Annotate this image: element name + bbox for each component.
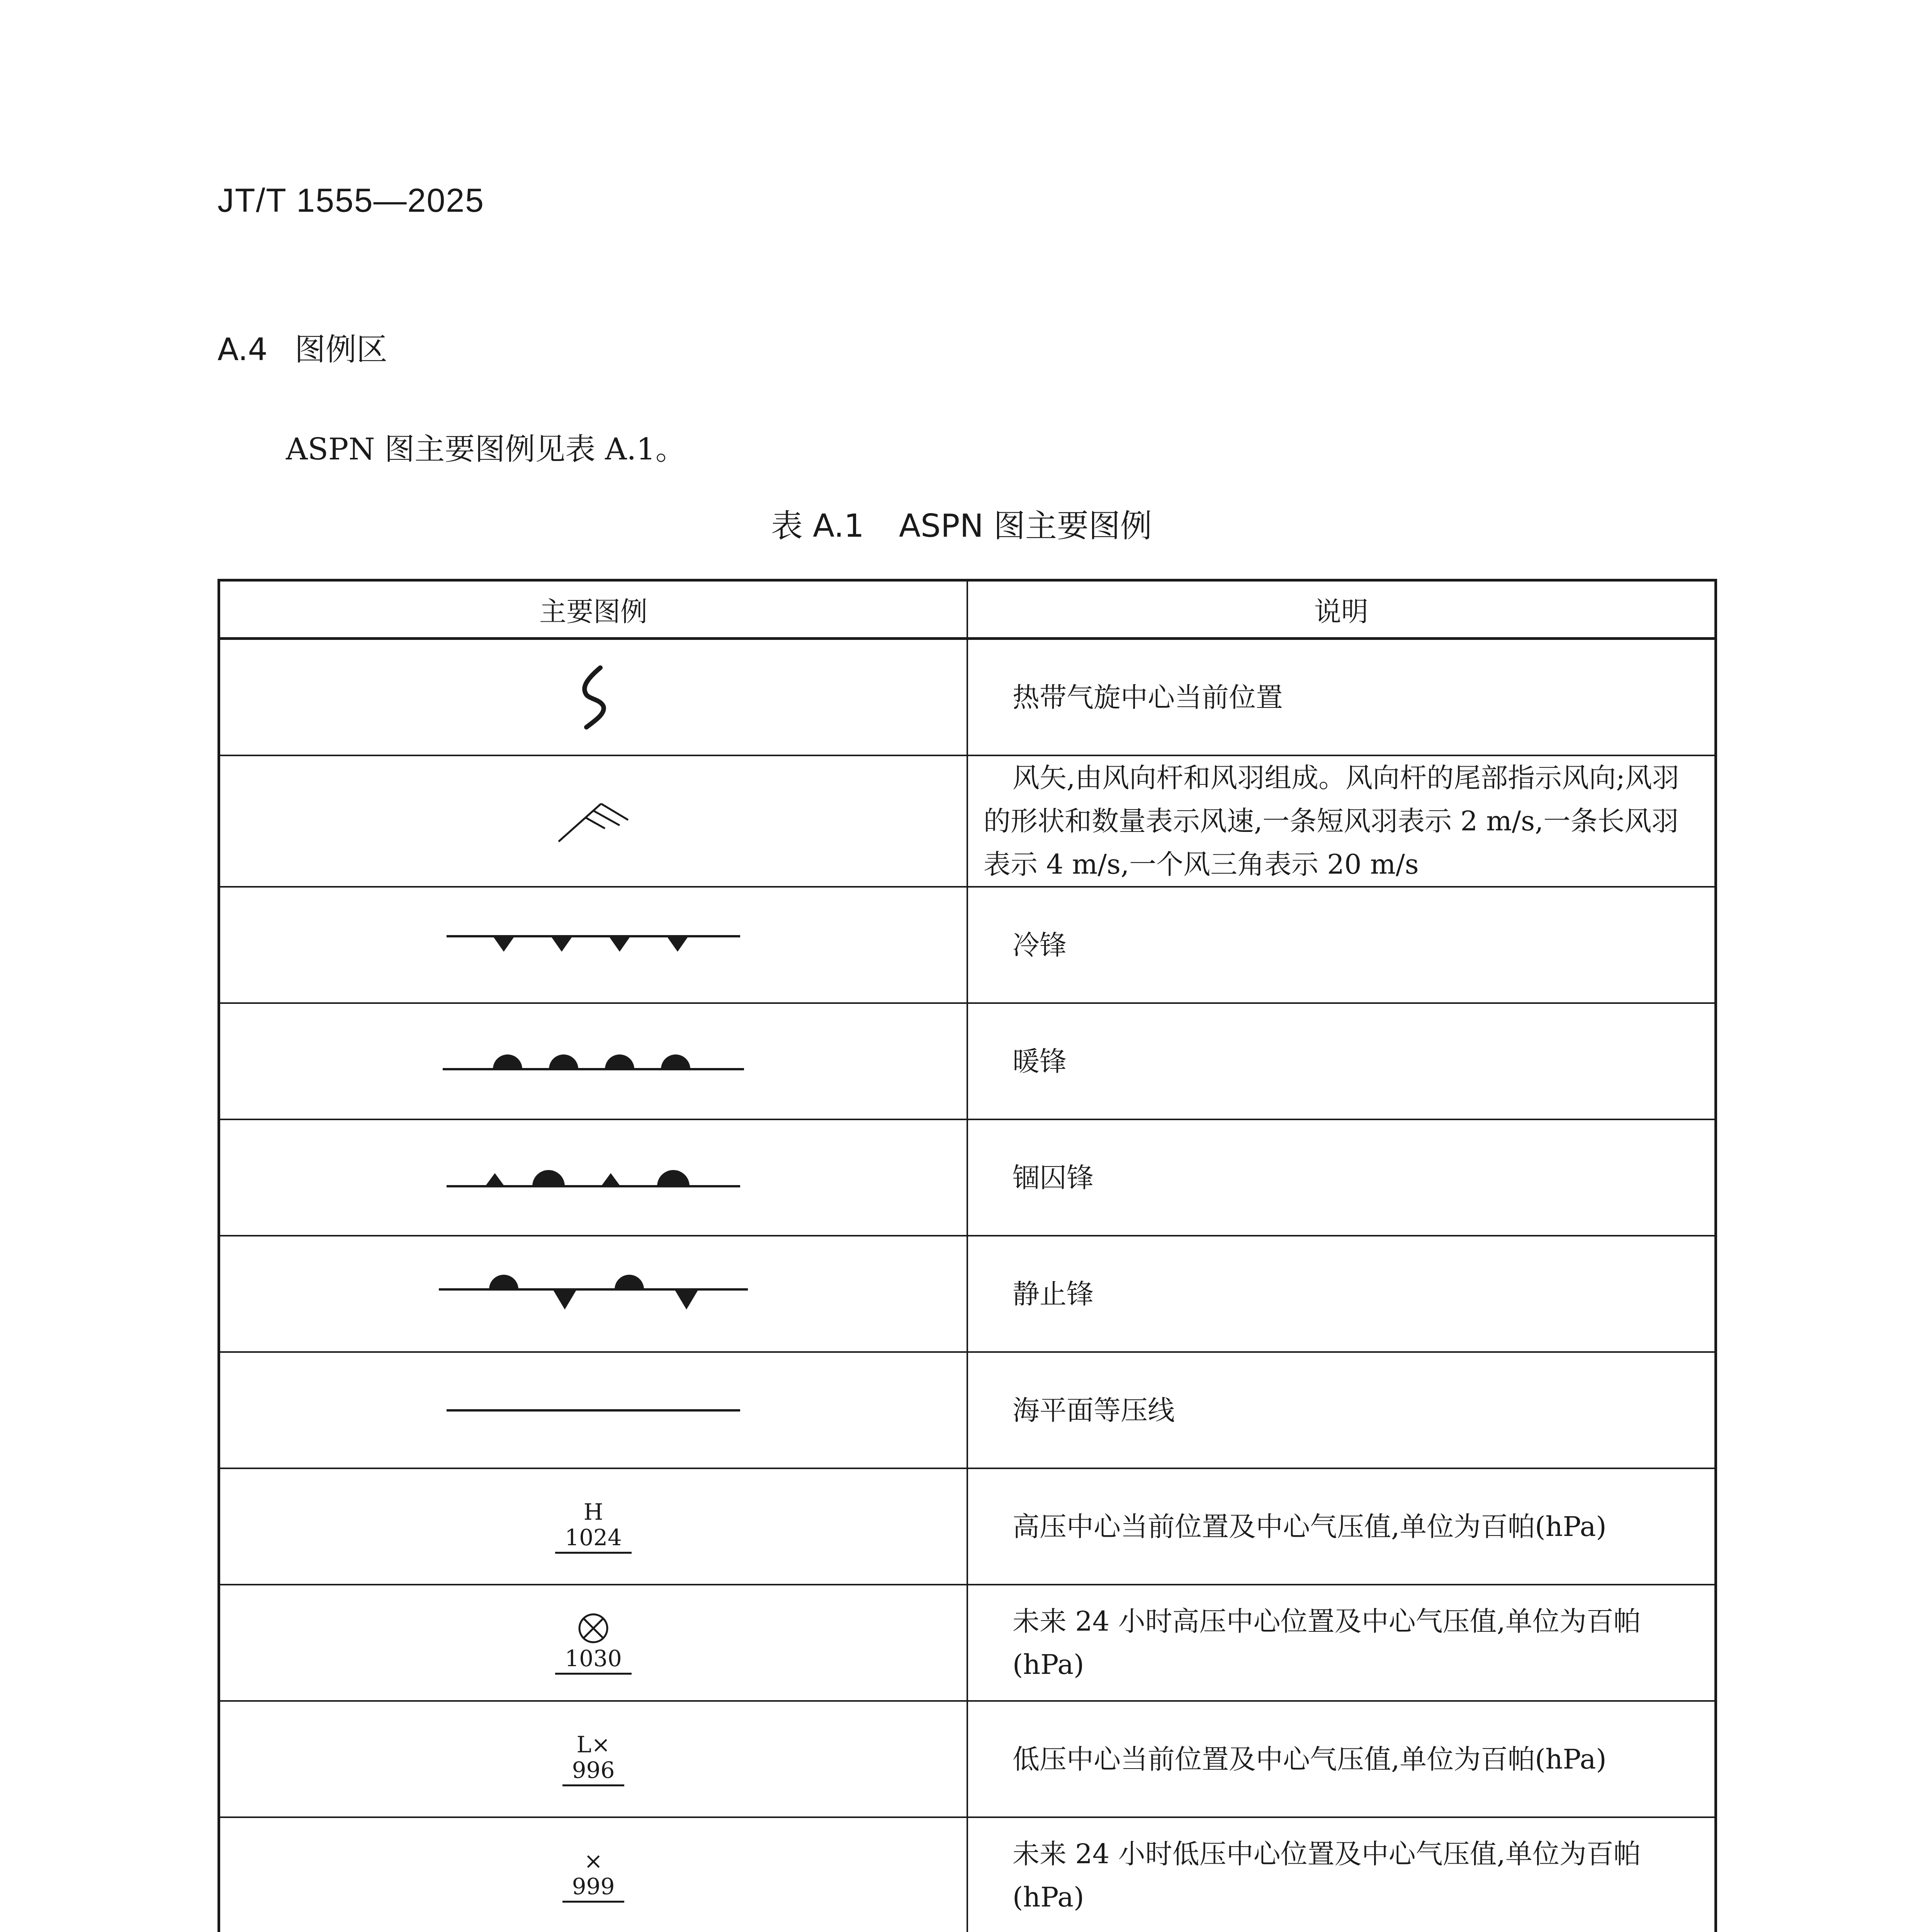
table-row — [219, 1236, 1716, 1352]
table-header-row — [219, 580, 1716, 639]
pressure-label: × — [584, 1848, 603, 1874]
isobar-line-icon — [447, 1406, 740, 1414]
table-row — [219, 1817, 1716, 1932]
description-cell: 热带气旋中心当前位置 — [967, 639, 1716, 756]
pressure-value: 996 — [562, 1757, 625, 1786]
column-header-description: 说明 — [967, 580, 1716, 639]
symbol-cell — [219, 755, 968, 887]
description-cell: 暖锋 — [967, 1003, 1716, 1119]
pressure-value: 1030 — [555, 1646, 632, 1675]
pressure-value: 999 — [562, 1874, 625, 1903]
symbol-cell — [219, 639, 968, 756]
description-cell: 冷锋 — [967, 887, 1716, 1003]
table-row — [219, 1468, 1716, 1585]
pressure-label: H — [583, 1499, 603, 1525]
table-caption-title: ASPN 图主要图例 — [899, 508, 1152, 544]
symbol-cell — [219, 1003, 968, 1119]
legend-table — [217, 579, 1717, 1932]
occluded-front-icon — [447, 1162, 740, 1193]
table-caption — [0, 501, 1923, 546]
description-cell: 风矢,由风向杆和风羽组成。风向杆的尾部指示风向;风羽的形状和数量表示风速,一条短风羽表示 2 m/s,一条长风羽表示 4 m/s,一个风三角表示 20 m/s — [967, 755, 1716, 887]
symbol-cell — [219, 1236, 968, 1352]
description-cell: 静止锋 — [967, 1236, 1716, 1352]
symbol-cell — [219, 1585, 968, 1701]
cold-front-icon — [447, 928, 740, 963]
table-row — [219, 1701, 1716, 1817]
symbol-cell — [219, 1701, 968, 1817]
description-cell: 海平面等压线 — [967, 1352, 1716, 1468]
pressure-label: L× — [576, 1731, 610, 1758]
table-row — [219, 887, 1716, 1003]
description-cell: 未来 24 小时低压中心位置及中心气压值,单位为百帕(hPa) — [967, 1817, 1716, 1932]
table-row — [219, 1003, 1716, 1119]
wind-barb-icon — [555, 796, 632, 846]
description-cell: 高压中心当前位置及中心气压值,单位为百帕(hPa) — [967, 1468, 1716, 1585]
section-title: 图例区 — [294, 332, 387, 367]
symbol-cell — [219, 1817, 968, 1932]
table-row — [219, 755, 1716, 887]
symbol-cell — [219, 1468, 968, 1585]
intro-paragraph: ASPN 图主要图例见表 A.1。 — [286, 432, 686, 467]
high-pressure-center-icon — [555, 1499, 632, 1554]
section-heading — [217, 325, 387, 369]
document-id: JT/T 1555—2025 — [217, 182, 484, 219]
column-header-symbol: 主要图例 — [219, 580, 968, 639]
symbol-cell — [219, 1352, 968, 1468]
circled-cross-icon — [576, 1611, 611, 1646]
table-row — [219, 1585, 1716, 1701]
table-row — [219, 639, 1716, 756]
section-number: A.4 — [217, 332, 268, 367]
description-cell: 低压中心当前位置及中心气压值,单位为百帕(hPa) — [967, 1701, 1716, 1817]
forecast-high-icon — [555, 1611, 632, 1675]
stationary-front-icon — [439, 1271, 748, 1317]
pressure-value: 1024 — [555, 1525, 632, 1554]
warm-front-icon — [443, 1046, 744, 1077]
table-row — [219, 1352, 1716, 1468]
tropical-cyclone-icon — [570, 661, 617, 734]
description-cell: 未来 24 小时高压中心位置及中心气压值,单位为百帕(hPa) — [967, 1585, 1716, 1701]
low-pressure-center-icon — [562, 1732, 625, 1786]
symbol-cell — [219, 1119, 968, 1236]
forecast-low-icon — [562, 1848, 625, 1903]
table-caption-number: 表 A.1 — [771, 508, 864, 544]
symbol-cell — [219, 887, 968, 1003]
description-cell: 锢囚锋 — [967, 1119, 1716, 1236]
table-row — [219, 1119, 1716, 1236]
